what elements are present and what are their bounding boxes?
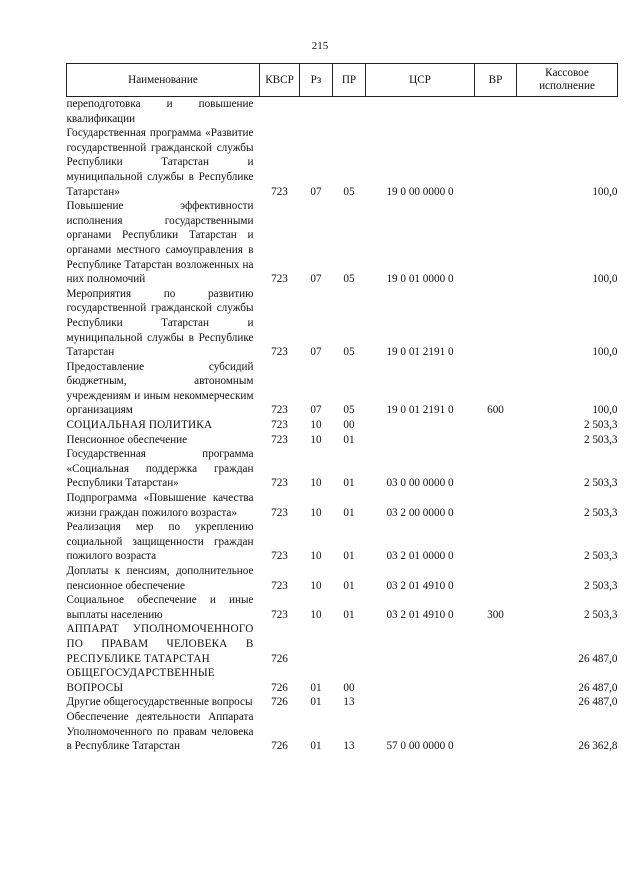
row-rz: 10 <box>310 579 322 592</box>
row-csr <box>366 418 475 433</box>
table-row <box>67 126 618 199</box>
row-pr: 13 <box>343 740 355 753</box>
row-amount: 26 487,0 <box>578 681 618 694</box>
row-amount: 26 487,0 <box>578 652 618 665</box>
table-row <box>67 593 618 622</box>
row-rz: 10 <box>310 433 322 446</box>
row-name: Обеспечение деятельности Аппарата Уполномоченного по правам человека в Республике Татарстан <box>66 710 254 753</box>
table-row <box>67 666 618 695</box>
row-csr <box>366 622 475 666</box>
row-rz: 01 <box>310 740 322 753</box>
row-vr <box>475 199 517 287</box>
table-row <box>67 199 618 287</box>
row-kvsr: 723 <box>271 550 288 563</box>
row-csr: 03 2 00 0000 0 <box>386 506 454 519</box>
row-csr: 19 0 01 2191 0 <box>386 346 454 359</box>
row-amount: 2 503,3 <box>583 579 618 592</box>
row-vr <box>475 622 517 666</box>
row-name: Государственная программа «Социальная поддержка граждан Республики Татарстан» <box>66 448 254 490</box>
row-rz <box>300 622 333 666</box>
row-vr <box>475 126 517 199</box>
row-name: Подпрограмма «Повышение качества жизни граждан пожилого возраста» <box>66 492 254 519</box>
row-pr <box>333 97 366 127</box>
row-pr: 05 <box>343 404 355 417</box>
row-pr <box>333 622 366 666</box>
row-amount: 100,0 <box>592 185 618 198</box>
row-kvsr: 723 <box>271 579 288 592</box>
row-rz: 01 <box>310 681 322 694</box>
row-name: Социальное обеспечение и иные выплаты населению <box>66 594 254 621</box>
row-kvsr: 723 <box>271 608 288 621</box>
table-row <box>67 360 618 418</box>
row-vr <box>475 491 517 520</box>
row-name: Государственная программа «Развитие государственной гражданской службы Республики Татарстан и муниципальной службы в Республике Татарстан» <box>66 127 254 198</box>
row-name: Предоставление субсидий бюджетным, автономным учреждениям и иным некоммерческим организациям <box>66 360 254 417</box>
header-pr: ПР <box>333 64 366 97</box>
row-pr: 00 <box>343 419 355 432</box>
row-csr: 03 2 01 4910 0 <box>386 579 454 592</box>
row-vr <box>475 666 517 695</box>
row-vr <box>475 433 517 448</box>
table-row <box>67 447 618 491</box>
row-kvsr: 723 <box>271 477 288 490</box>
row-kvsr: 726 <box>271 740 288 753</box>
table-row <box>67 97 618 127</box>
row-kvsr: 726 <box>271 696 288 709</box>
table-row <box>67 695 618 710</box>
row-pr: 01 <box>343 579 355 592</box>
row-rz <box>300 97 333 127</box>
table-header-row <box>67 64 618 97</box>
row-kvsr: 723 <box>271 273 288 286</box>
row-csr: 03 2 01 0000 0 <box>386 550 454 563</box>
row-csr: 57 0 00 0000 0 <box>386 740 454 753</box>
row-csr: 03 0 00 0000 0 <box>386 477 454 490</box>
row-pr: 01 <box>343 433 355 446</box>
row-amount: 2 503,3 <box>583 550 618 563</box>
row-rz: 07 <box>310 404 322 417</box>
header-name: Наименование <box>67 64 260 97</box>
row-name: Повышение эффективности исполнения государственными органами Республики Татарстан и органами местного самоуправления в Республике Татарстан возложенных на них полномочий <box>66 200 254 286</box>
row-vr <box>475 520 517 564</box>
row-name: АППАРАТ УПОЛНОМОЧЕННОГО ПО ПРАВАМ ЧЕЛОВЕКА В РЕСПУБЛИКЕ ТАТАРСТАН <box>66 623 254 665</box>
row-csr: 03 2 01 4910 0 <box>386 608 454 621</box>
table-row <box>67 433 618 448</box>
row-kvsr: 726 <box>271 681 288 694</box>
table-row <box>67 491 618 520</box>
table-row <box>67 564 618 593</box>
table-row <box>67 287 618 360</box>
row-rz: 07 <box>310 185 322 198</box>
row-name: Доплаты к пенсиям, дополнительное пенсионное обеспечение <box>66 565 254 592</box>
row-amount <box>517 97 618 127</box>
header-kvsr: КВСР <box>260 64 300 97</box>
row-name: СОЦИАЛЬНАЯ ПОЛИТИКА <box>66 419 213 432</box>
row-vr <box>475 447 517 491</box>
table-row <box>67 622 618 666</box>
row-pr: 01 <box>343 608 355 621</box>
row-pr: 01 <box>343 550 355 563</box>
row-kvsr: 723 <box>271 419 288 432</box>
row-kvsr: 723 <box>271 404 288 417</box>
row-csr: 19 0 01 2191 0 <box>386 404 454 417</box>
row-amount: 100,0 <box>592 346 618 359</box>
row-kvsr: 723 <box>271 346 288 359</box>
header-csr: ЦСР <box>366 64 475 97</box>
row-pr: 05 <box>343 346 355 359</box>
table-row <box>67 710 618 754</box>
row-kvsr: 723 <box>271 506 288 519</box>
row-rz: 07 <box>310 273 322 286</box>
row-amount: 26 362,8 <box>578 740 618 753</box>
row-pr: 05 <box>343 185 355 198</box>
row-csr <box>366 695 475 710</box>
row-amount: 100,0 <box>592 404 618 417</box>
row-rz: 10 <box>310 477 322 490</box>
row-csr: 19 0 01 0000 0 <box>386 273 454 286</box>
row-amount: 2 503,3 <box>583 477 618 490</box>
row-name: ОБЩЕГОСУДАРСТВЕННЫЕ ВОПРОСЫ <box>66 667 215 694</box>
row-name: Реализация мер по укреплению социальной защищенности граждан пожилого возраста <box>66 521 254 563</box>
row-csr <box>366 666 475 695</box>
row-vr: 600 <box>487 404 504 417</box>
row-amount: 100,0 <box>592 273 618 286</box>
row-vr <box>475 97 517 127</box>
row-rz: 10 <box>310 506 322 519</box>
row-pr: 01 <box>343 477 355 490</box>
row-vr: 300 <box>487 608 504 621</box>
row-kvsr: 723 <box>271 433 288 446</box>
row-amount: 2 503,3 <box>583 433 618 446</box>
row-vr <box>475 287 517 360</box>
row-rz: 10 <box>310 550 322 563</box>
row-pr: 05 <box>343 273 355 286</box>
row-pr: 13 <box>343 696 355 709</box>
row-csr <box>366 433 475 448</box>
table-row <box>67 520 618 564</box>
row-vr <box>475 710 517 754</box>
header-rz: Рз <box>300 64 333 97</box>
budget-table <box>66 63 618 754</box>
row-rz: 01 <box>310 696 322 709</box>
row-vr <box>475 695 517 710</box>
row-pr: 01 <box>343 506 355 519</box>
table-row <box>67 418 618 433</box>
row-amount: 26 487,0 <box>578 696 618 709</box>
row-kvsr: 726 <box>271 652 288 665</box>
header-vr: ВР <box>475 64 517 97</box>
row-amount: 2 503,3 <box>583 608 618 621</box>
row-rz: 10 <box>310 419 322 432</box>
row-kvsr: 723 <box>271 185 288 198</box>
row-amount: 2 503,3 <box>583 506 618 519</box>
row-name: переподготовка и повышение квалификации <box>66 98 254 125</box>
header-amount: Кассовое исполнение <box>517 64 618 97</box>
row-name: Пенсионное обеспечение <box>66 433 188 446</box>
row-vr <box>475 418 517 433</box>
row-rz: 10 <box>310 608 322 621</box>
row-name: Другие общегосударственные вопросы <box>66 696 253 709</box>
page-number: 215 <box>311 40 329 52</box>
row-csr <box>366 97 475 127</box>
row-rz: 07 <box>310 346 322 359</box>
row-csr: 19 0 00 0000 0 <box>386 185 454 198</box>
row-pr: 00 <box>343 681 355 694</box>
row-name: Мероприятия по развитию государственной гражданской службы Республики Татарстан и муниципальной службы в Республике Татарстан <box>66 287 254 359</box>
row-amount: 2 503,3 <box>583 419 618 432</box>
row-vr <box>475 564 517 593</box>
row-kvsr <box>260 97 300 127</box>
